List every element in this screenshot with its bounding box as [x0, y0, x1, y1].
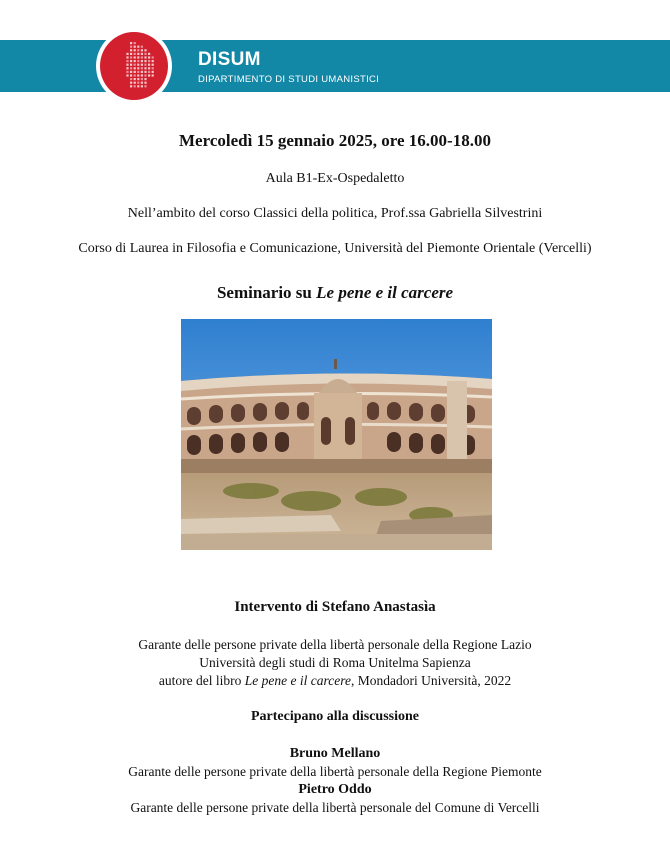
- participant-name: Pietro Oddo: [298, 782, 372, 797]
- event-degree: Corso di Laurea in Filosofia e Comunicazione, Università del Piemonte Orientale (Vercelli): [78, 241, 592, 256]
- speaker-role-line1: Garante delle persone private della libertà personale della Regione Lazio: [138, 637, 532, 652]
- participant-role: Garante delle persone private della libertà personale del Comune di Vercelli: [130, 800, 540, 815]
- event-date-time: Mercoledì 15 gennaio 2025, ore 16.00-18.00: [179, 131, 491, 150]
- book-suffix: , Mondadori Università, 2022: [350, 673, 512, 688]
- book-title: Le pene e il carcere: [244, 673, 351, 688]
- speaker-book-line: [0, 673, 670, 689]
- participant-role: Garante delle persone private della libertà personale della Regione Piemonte: [128, 764, 542, 779]
- brand-name: DISUM: [198, 49, 261, 70]
- discussion-heading: Partecipano alla discussione: [250, 709, 419, 724]
- piemonte-map-icon: [100, 32, 168, 100]
- prison-photo: [181, 319, 492, 550]
- seminar-prefix: Seminario su: [216, 283, 317, 302]
- brand-subtitle: DIPARTIMENTO DI STUDI UMANISTICI: [198, 74, 380, 85]
- seminar-title: [0, 283, 670, 303]
- book-prefix: autore del libro: [158, 673, 245, 688]
- event-course: Nell’ambito del corso Classici della politica, Prof.ssa Gabriella Silvestrini: [127, 206, 543, 221]
- participant-name: Bruno Mellano: [289, 746, 381, 761]
- seminar-book-title: Le pene e il carcere: [316, 283, 454, 302]
- speaker-role-line2: Università degli studi di Roma Unitelma Sapienza: [199, 655, 471, 670]
- disum-logo: [96, 28, 172, 104]
- speaker-heading: Intervento di Stefano Anastasìa: [234, 599, 436, 615]
- event-room: Aula B1-Ex-Ospedaletto: [265, 171, 405, 186]
